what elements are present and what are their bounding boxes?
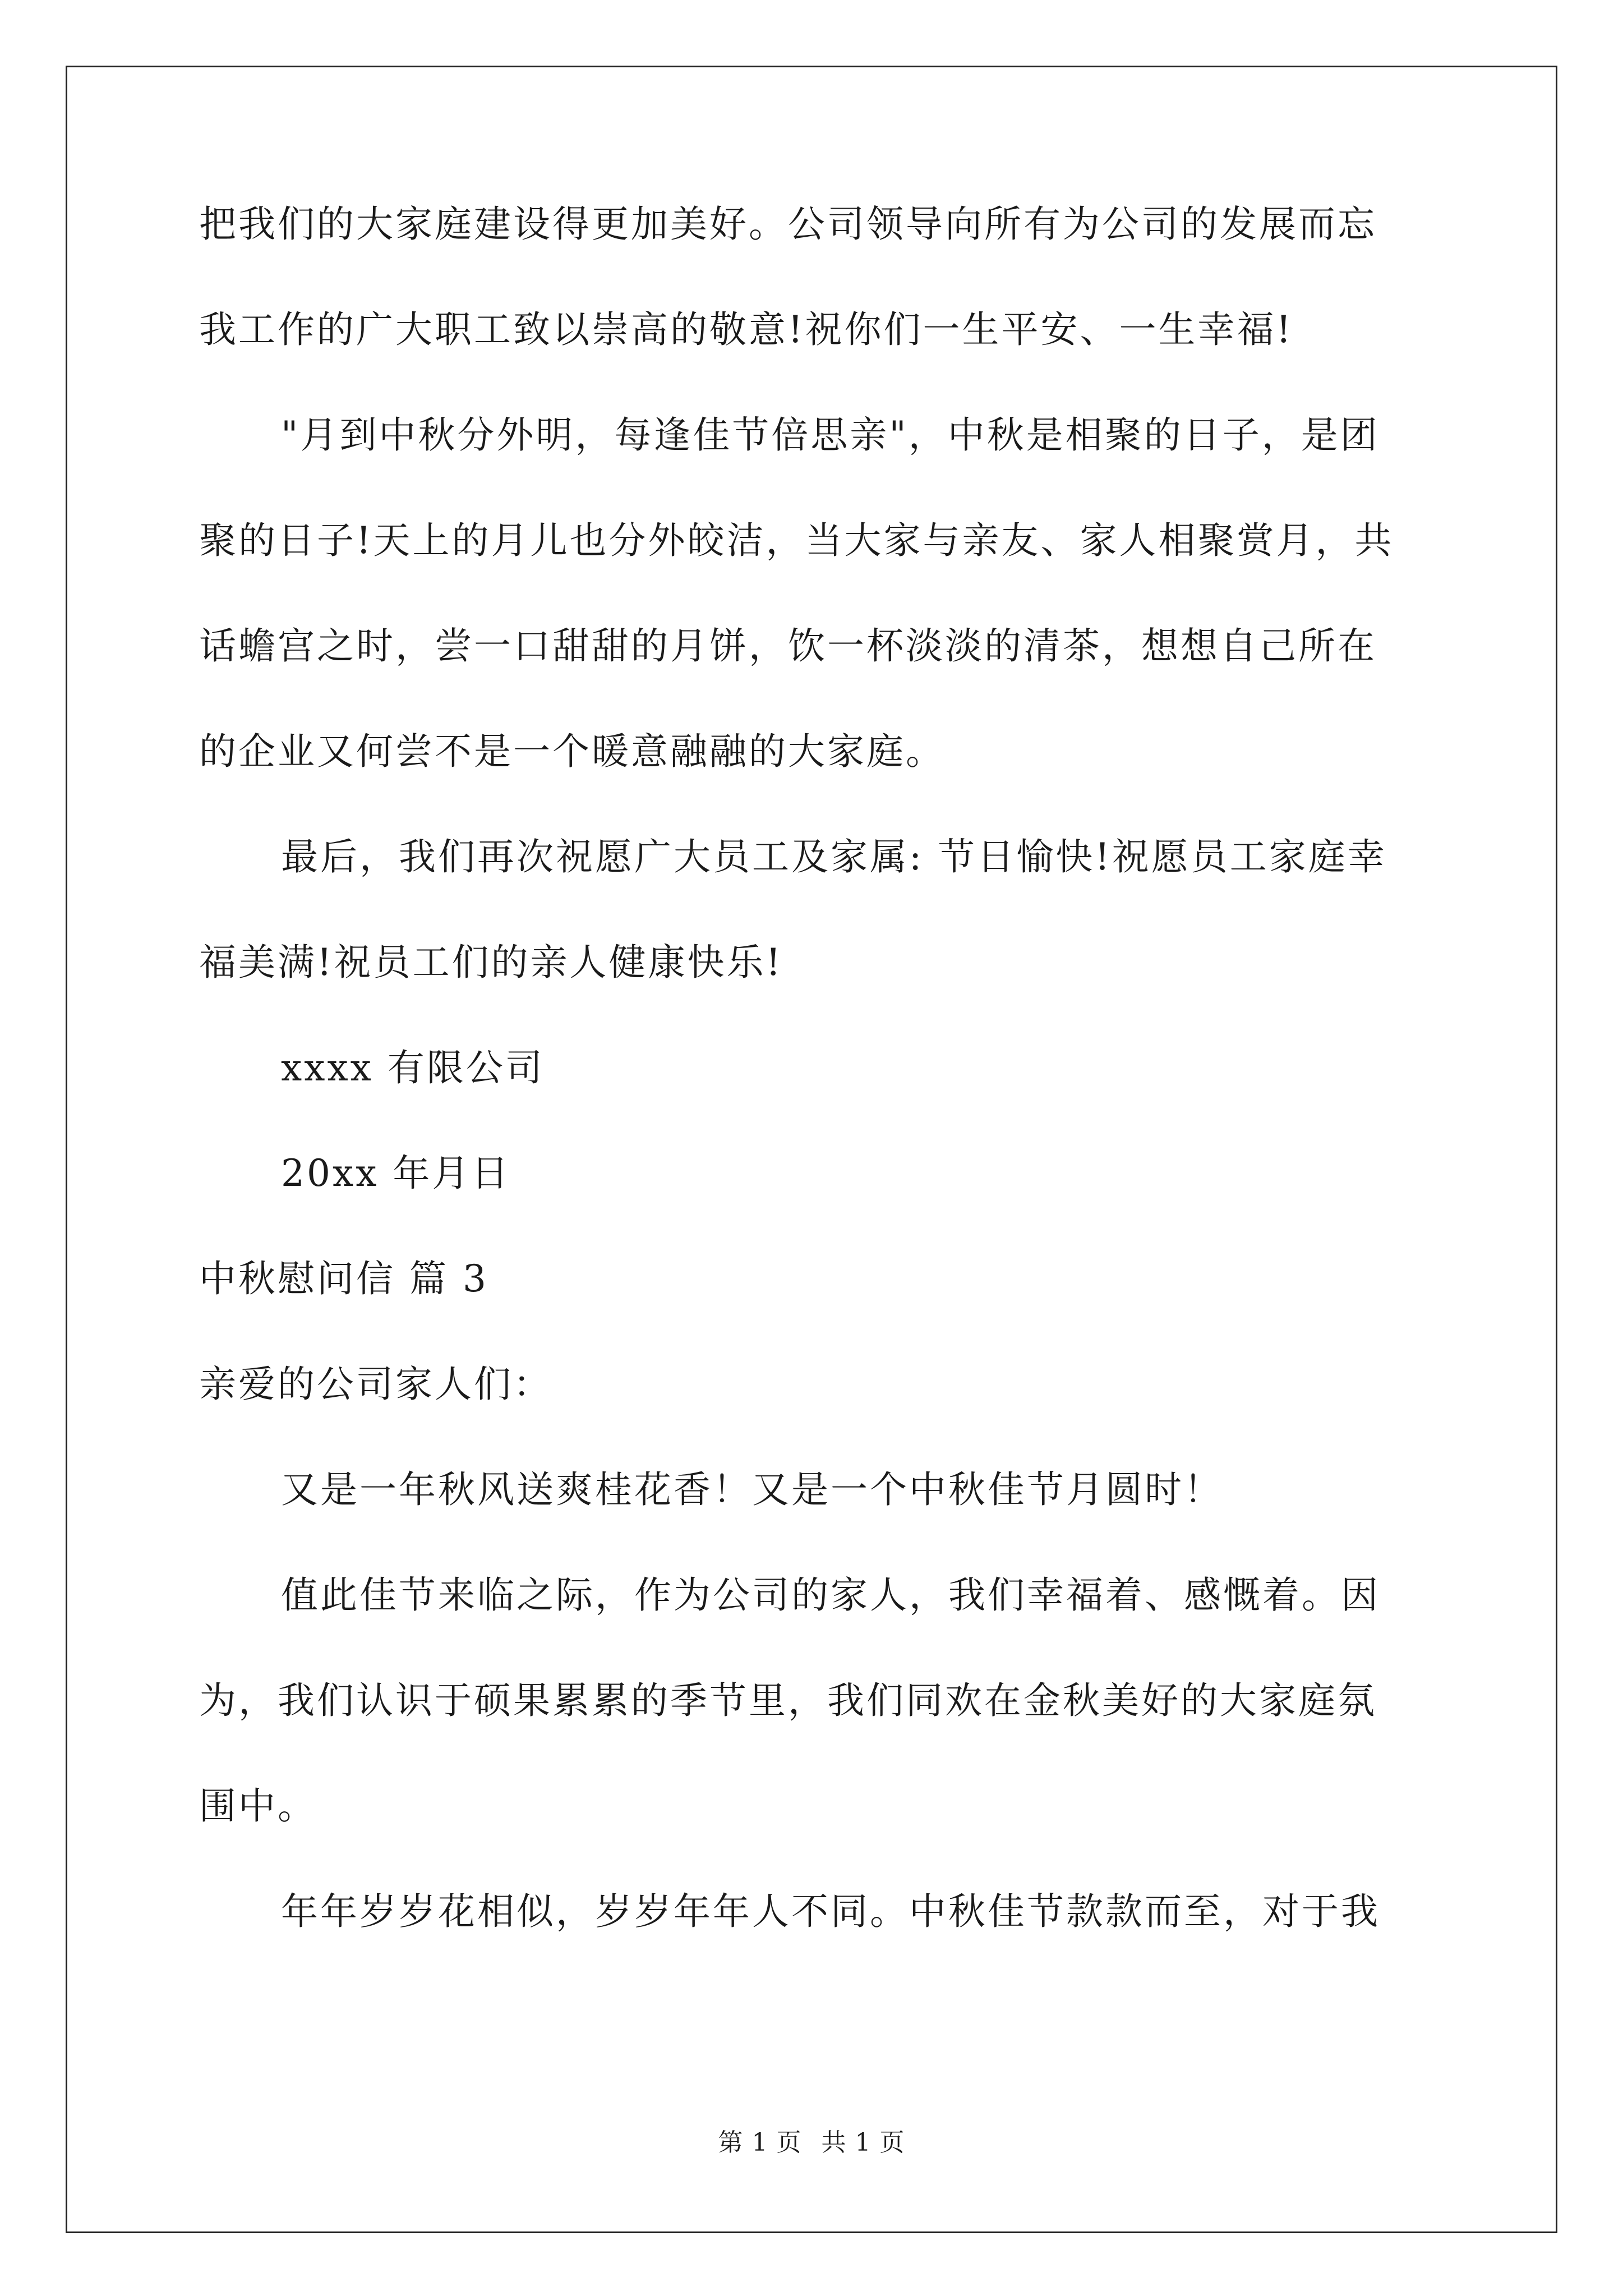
paragraph-line: 福美满!祝员工们的亲人健康快乐! [199,941,783,984]
paragraph-line: 年年岁岁花相似，岁岁年年人不同。中秋佳节款款而至，对于我 [281,1890,1380,1933]
paragraph-line: 聚的日子!天上的月儿也分外皎洁，当大家与亲友、家人相聚赏月，共 [199,519,1394,562]
page-number: 第 1 页 [718,2128,802,2157]
paragraph-line: 我工作的广大职工致以崇高的敬意!祝你们一生平安、一生幸福! [199,308,1294,351]
letter-date: 20xx 年月日 [281,1152,511,1195]
paragraph-line: 值此佳节来临之际，作为公司的家人，我们幸福着、感慨着。因 [281,1573,1380,1617]
company-signature: xxxx 有限公司 [281,1046,545,1089]
section-heading: 中秋慰问信 篇 3 [199,1257,488,1300]
paragraph-line: 为，我们认识于硕果累累的季节里，我们同欢在金秋美好的大家庭氛 [199,1679,1377,1722]
letter-greeting: 亲爱的公司家人们： [199,1363,552,1406]
paragraph-line: "月到中秋分外明，每逢佳节倍思亲"，中秋是相聚的日子，是团 [281,413,1380,457]
paragraph-line: 最后，我们再次祝愿广大员工及家属: 节日愉快!祝愿员工家庭幸 [281,835,1387,878]
paragraph-line: 把我们的大家庭建设得更加美好。公司领导向所有为公司的发展而忘 [199,203,1377,246]
page-total: 共 1 页 [821,2128,905,2157]
paragraph-line: 的企业又何尝不是一个暖意融融的大家庭。 [199,730,945,773]
paragraph-line: 话蟾宫之时，尝一口甜甜的月饼，饮一杯淡淡的清茶，想想自己所在 [199,624,1377,668]
paragraph-line: 又是一年秋风送爽桂花香！又是一个中秋佳节月圆时！ [281,1468,1223,1511]
page-footer [0,2127,1623,2159]
paragraph-line: 围中。 [199,1784,317,1828]
